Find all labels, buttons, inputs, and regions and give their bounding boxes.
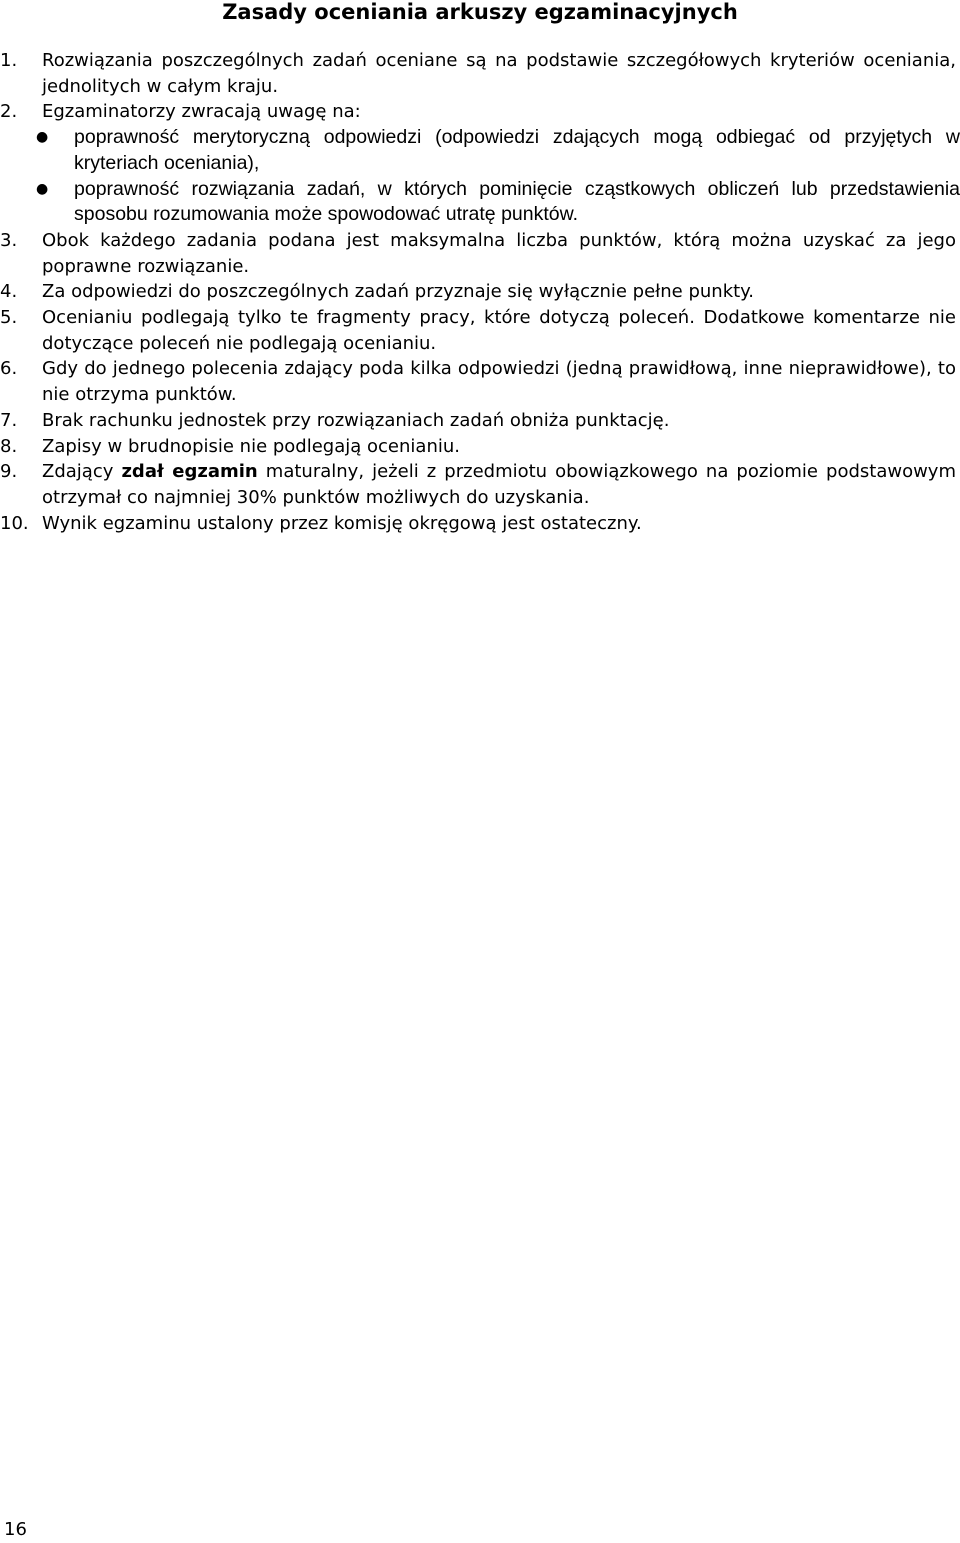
rule-number: 3.: [0, 229, 18, 251]
rule-number: 2.: [0, 101, 18, 123]
rule-text: [42, 459, 956, 510]
bullet-item: [0, 125, 960, 176]
page-title: Zasady oceniania arkuszy egzaminacyjnych: [222, 0, 738, 24]
rule-text: Za odpowiedzi do poszczególnych zadań przyznaje się wyłącznie pełne punkty.: [42, 281, 754, 303]
bullet-text: poprawność merytoryczną odpowiedzi (odpowiedzi zdających mogą odbiegać od przyjętych w kryteriach oceniania),: [74, 126, 960, 174]
bullet-icon: ●: [36, 129, 49, 146]
rule-item-4: [0, 279, 960, 305]
bullet-text: poprawność rozwiązania zadań, w których pominięcie cząstkowych obliczeń lub przedstawienia sposobu rozumowania może spowodować utratę punktów.: [74, 177, 960, 226]
rule-item-9: [0, 459, 960, 510]
rule-text: Egzaminatorzy zwracają uwagę na:: [42, 101, 361, 123]
rule-text-before: Zdający: [42, 461, 122, 483]
rule-item-7: [0, 408, 960, 434]
rule-item-6: [0, 356, 960, 407]
rule-text: Obok każdego zadania podana jest maksymalna liczba punktów, którą można uzyskać za jego poprawne rozwiązanie.: [42, 229, 956, 277]
rule-number: 1.: [0, 50, 18, 71]
rule-number: 8.: [0, 435, 18, 457]
bullet-icon: ●: [36, 180, 49, 197]
rule-number: 7.: [0, 409, 18, 431]
rule-item-8: [0, 434, 960, 460]
rule-number: 6.: [0, 358, 18, 380]
rule-text: Gdy do jednego polecenia zdający poda kilka odpowiedzi (jedną prawidłową, inne nieprawidłowe), to nie otrzyma punktów.: [42, 358, 956, 406]
rule-number: 9.: [0, 461, 18, 483]
rules-list: [0, 48, 960, 536]
rule-text: Wynik egzaminu ustalony przez komisję okręgową jest ostateczny.: [42, 512, 642, 534]
rule-text: Rozwiązania poszczególnych zadań oceniane są na podstawie szczegółowych kryteriów oceniania, jednolitych w całym kraju.: [42, 50, 956, 97]
rule-number: 4.: [0, 281, 18, 303]
rule-item-5: [0, 305, 960, 356]
rule-text-after: maturalny, jeżeli z przedmiotu obowiązkowego na poziomie podstawowym otrzymał co najmniej 30% punktów możliwych do uzyskania.: [42, 461, 956, 508]
rule-item-1: [0, 48, 960, 99]
rule-item-2-bullets: [0, 125, 960, 228]
rule-item-3: [0, 228, 960, 279]
rule-number: 10.: [0, 512, 29, 534]
rule-text: Zapisy w brudnopisie nie podlegają ocenianiu.: [42, 435, 460, 457]
bullet-list: [0, 125, 960, 228]
page-number: 16: [4, 1519, 27, 1540]
rule-text: Brak rachunku jednostek przy rozwiązaniach zadań obniża punktację.: [42, 409, 670, 431]
rule-text-bold: zdał egzamin: [121, 461, 258, 483]
rule-text: Ocenianiu podlegają tylko te fragmenty pracy, które dotyczą poleceń. Dodatkowe komentarze nie dotyczące poleceń nie podlegają ocenianiu.: [42, 307, 956, 354]
rule-number: 5.: [0, 307, 18, 329]
bullet-item: [0, 177, 960, 228]
rule-item-10: [0, 511, 960, 537]
rule-item-2: [0, 99, 960, 125]
